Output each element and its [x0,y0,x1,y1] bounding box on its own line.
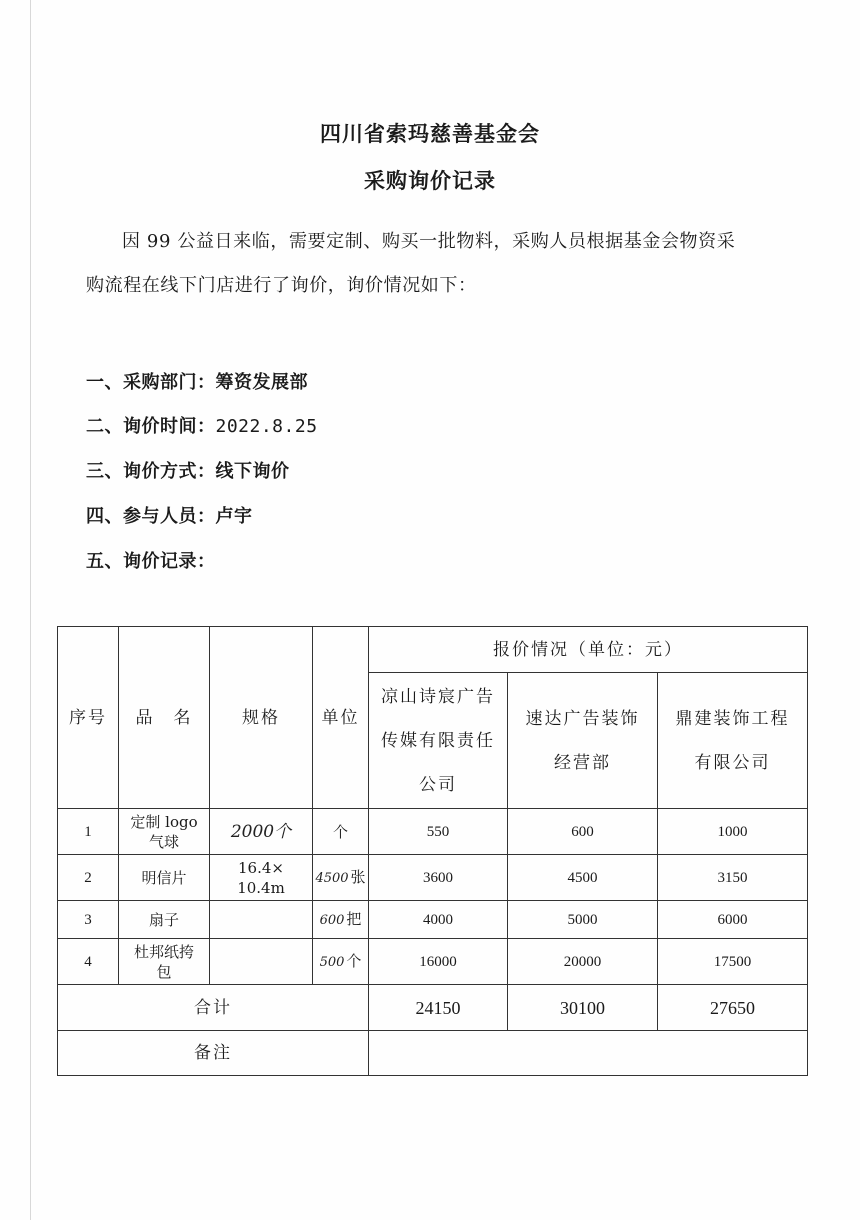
row-price-vendor-2: 600 [508,809,658,855]
dept-label: 一、采购部门： [86,372,216,393]
method-label: 三、询价方式： [86,461,216,482]
time-label: 二、询价时间： [86,416,216,437]
header-vendor-3 [658,673,808,809]
row-seq: 3 [58,901,119,939]
header-spec: 规格 [210,627,313,809]
unit-text: 把 [346,909,362,928]
row-seq: 1 [58,809,119,855]
vendor-2-line-1: 速达广告装饰 [525,708,640,729]
row-price-vendor-2: 20000 [508,939,658,985]
row-price-vendor-3: 3150 [658,855,808,901]
record-label: 五、询价记录： [86,551,216,572]
intro-line-2: 购流程在线下门店进行了询价，询价情况如下： [86,275,477,296]
total-vendor-3: 27650 [658,985,808,1031]
header-seq: 序号 [58,627,119,809]
total-vendor-1: 24150 [369,985,508,1031]
row-spec [210,809,313,855]
dept-item [86,368,308,394]
row-spec-line: 16.4× [238,858,284,877]
row-name-line: 定制 logo [130,812,198,831]
total-label: 合计 [58,985,369,1031]
row-price-vendor-3: 1000 [658,809,808,855]
doc-title: 四川省索玛慈善基金会 [320,122,540,146]
row-name: 扇子 [119,901,210,939]
row-seq: 2 [58,855,119,901]
row-price-vendor-1: 3600 [369,855,508,901]
remark-label: 备注 [58,1031,369,1076]
unit-text: 张 [350,867,366,886]
remark-row [58,1031,808,1076]
row-spec [210,855,313,901]
unit-text: 个 [346,951,362,970]
quote-table [57,626,808,1076]
row-spec [210,939,313,985]
row-unit: 个 [313,809,369,855]
row-name [119,809,210,855]
people-label: 四、参与人员： [86,506,216,527]
vendor-1-line-1: 凉山诗宸广告 [381,686,495,707]
handwritten-quantity: 2000个 [230,821,292,842]
row-name-line: 气球 [148,832,179,851]
handwritten-quantity: 500 [319,954,345,970]
row-name-line: 杜邦纸挎 [133,942,194,961]
table-row [58,809,808,855]
vendor-3-line-1: 鼎建装饰工程 [675,708,790,729]
row-seq: 4 [58,939,119,985]
row-name: 明信片 [119,855,210,901]
row-name [119,939,210,985]
remark-value [369,1031,808,1076]
row-unit [313,901,369,939]
vendor-1-line-3: 公司 [419,774,457,795]
row-price-vendor-1: 550 [369,809,508,855]
doc-subtitle: 采购询价记录 [364,169,496,193]
dept-value: 筹资发展部 [215,372,308,393]
time-value: 2022.8.25 [215,416,318,437]
header-name: 品 名 [119,627,210,809]
table-row [58,855,808,901]
people-item [86,502,253,528]
record-item [86,547,216,573]
time-item [86,412,318,438]
header-vendor-1 [369,673,508,809]
total-vendor-2: 30100 [508,985,658,1031]
row-unit [313,855,369,901]
method-value: 线下询价 [215,461,290,482]
row-unit [313,939,369,985]
header-unit: 单位 [313,627,369,809]
vendor-2-line-2: 经营部 [554,752,611,773]
header-vendor-2 [508,673,658,809]
row-price-vendor-1: 4000 [369,901,508,939]
method-item [86,457,290,483]
row-price-vendor-2: 5000 [508,901,658,939]
row-price-vendor-3: 17500 [658,939,808,985]
table-row [58,939,808,985]
table-row [58,901,808,939]
vendor-1-line-2: 传媒有限责任 [381,730,495,751]
header-quote: 报价情况（单位：元） [369,627,808,673]
row-price-vendor-3: 6000 [658,901,808,939]
row-spec-line: 10.4m [237,878,285,897]
handwritten-quantity: 600 [319,912,345,928]
people-value: 卢宇 [215,506,253,527]
row-spec [210,901,313,939]
row-name-line: 包 [156,962,172,981]
row-price-vendor-1: 16000 [369,939,508,985]
handwritten-quantity: 4500 [315,870,349,886]
intro-line-1: 因 99 公益日来临，需要定制、购买一批物料，采购人员根据基金会物资采 [122,231,736,252]
row-price-vendor-2: 4500 [508,855,658,901]
vendor-3-line-2: 有限公司 [694,752,771,773]
total-row [58,985,808,1031]
